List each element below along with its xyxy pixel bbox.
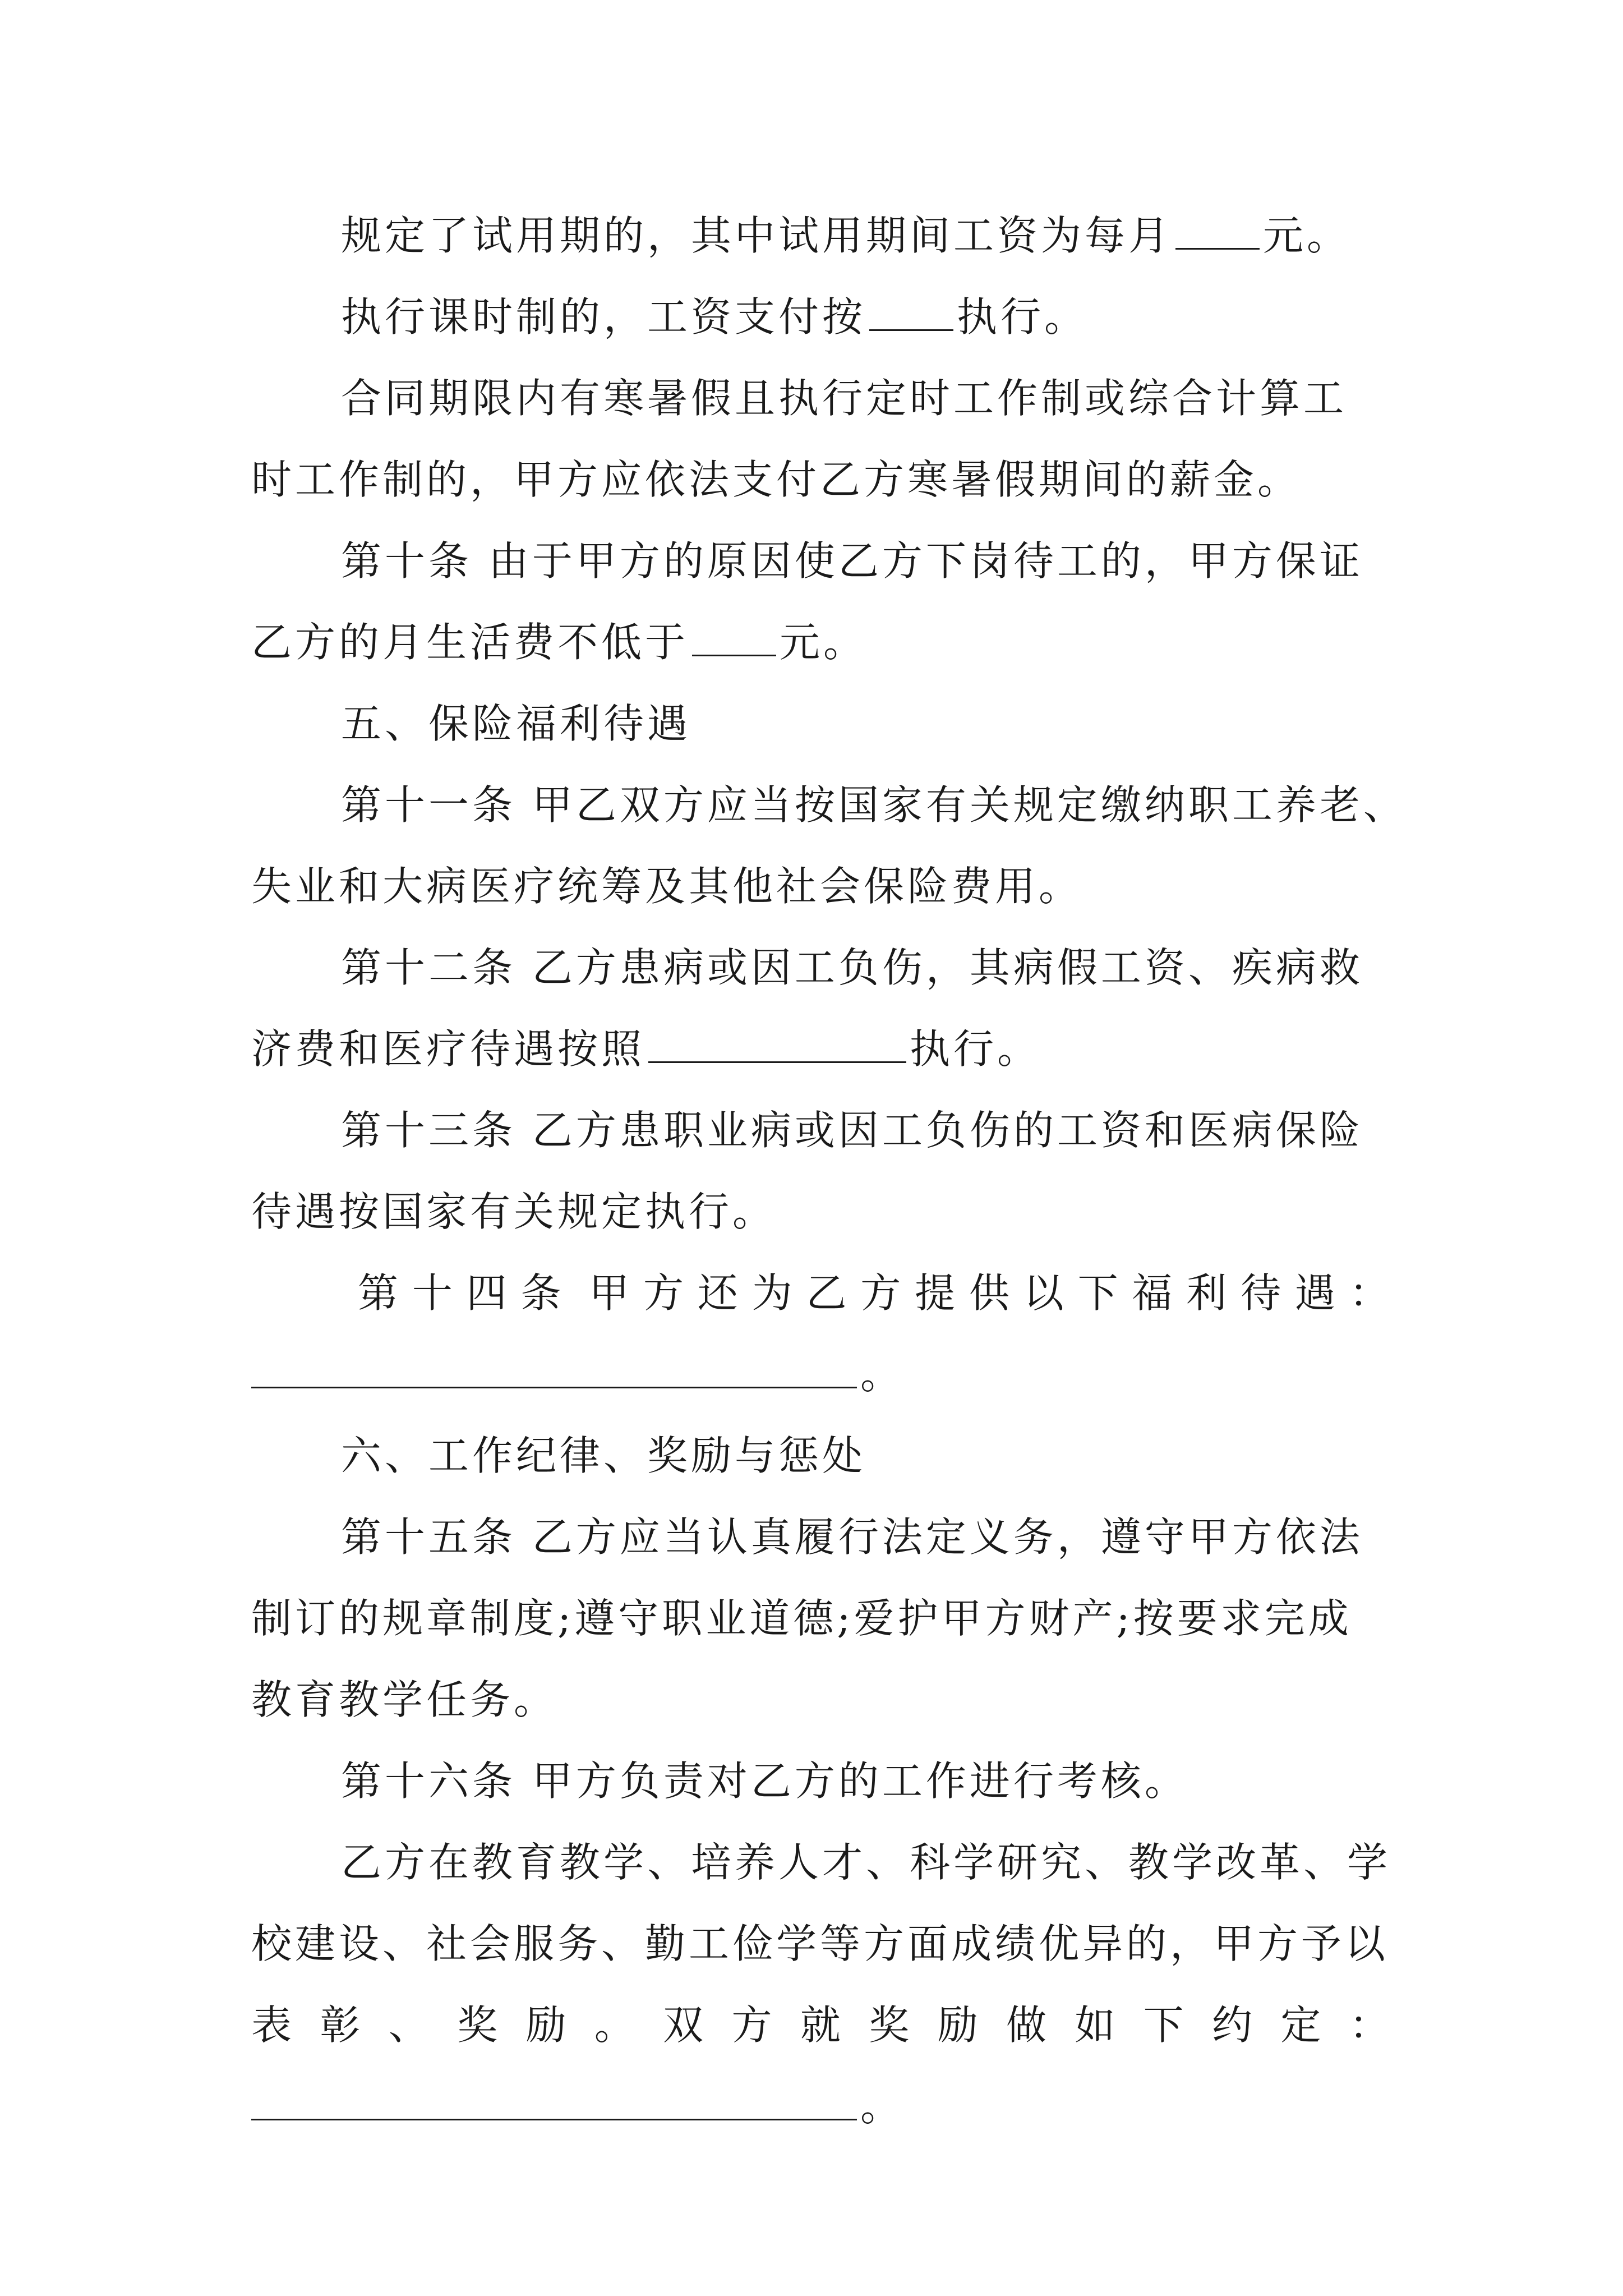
paragraph-vacation-line2: 时工作制的，甲方应依法支付乙方寒暑假期间的薪金。: [251, 456, 1302, 503]
text: 执行课时制的，工资支付按: [341, 293, 866, 341]
article-16: 第十六条 甲方负责对乙方的工作进行考核。: [341, 1757, 1188, 1805]
article-11-line2: 失业和大病医疗统筹及其他社会保险费用。: [251, 863, 1083, 910]
article-14-line2: [251, 1347, 1390, 1401]
char: 励: [525, 2001, 566, 2049]
text: 济费和医疗待遇按照: [251, 1025, 645, 1073]
char: 供: [969, 1269, 1009, 1317]
text: 元。: [780, 619, 868, 666]
char: 甲: [589, 1269, 630, 1317]
char: 下: [1143, 2001, 1184, 2049]
char: 方: [731, 2001, 772, 2049]
reward-line4: [251, 2079, 1390, 2133]
char: 遇: [1294, 1269, 1335, 1317]
char: 福: [1132, 1269, 1173, 1317]
char: 励: [937, 2001, 978, 2049]
char: 为: [751, 1269, 792, 1317]
char: 方: [643, 1269, 684, 1317]
char: ：: [1349, 2001, 1390, 2049]
char: 四: [466, 1269, 507, 1317]
paragraph-hourly-wage: [341, 290, 1390, 344]
text: 执行。: [910, 1025, 1041, 1073]
char: 方: [860, 1269, 901, 1317]
char: 利: [1186, 1269, 1227, 1317]
text: 执行。: [957, 293, 1089, 341]
article-13-line1: 第十三条 乙方患职业病或因工负伤的工资和医病保险: [341, 1107, 1363, 1154]
char: 、: [388, 2001, 429, 2049]
reward-line1: 乙方在教育教学、培养人才、科学研究、教学改革、学: [341, 1839, 1391, 1886]
char: ：: [1349, 1269, 1390, 1317]
char: 如: [1075, 2001, 1115, 2049]
char: 还: [697, 1269, 738, 1317]
char: 下: [1077, 1269, 1118, 1317]
char: 待: [1241, 1269, 1281, 1317]
blank-field[interactable]: [251, 2079, 857, 2120]
blank-field[interactable]: [251, 1347, 857, 1388]
char: 条: [520, 1269, 561, 1317]
char: 。: [594, 2001, 635, 2049]
paragraph-vacation-line1: 合同期限内有寒暑假且执行定时工作制或综合计算工: [341, 375, 1348, 422]
char: 以: [1023, 1269, 1064, 1317]
char: 彰: [320, 2001, 361, 2049]
text: 。: [860, 1351, 905, 1398]
char: 乙: [806, 1269, 847, 1317]
char: 约: [1212, 2001, 1253, 2049]
blank-field[interactable]: [869, 290, 953, 331]
section-5-heading: 五、保险福利待遇: [341, 700, 691, 747]
char: 提: [915, 1269, 956, 1317]
article-10-line1: 第十条 由于甲方的原因使乙方下岗待工的，甲方保证: [341, 537, 1363, 585]
char: 双: [663, 2001, 704, 2049]
blank-field[interactable]: [692, 615, 776, 656]
article-14-line1: [358, 1266, 1390, 1320]
article-12-line1: 第十二条 乙方患病或因工负伤，其病假工资、疾病救: [341, 944, 1363, 991]
paragraph-probation-wage: [341, 209, 1390, 263]
text: 规定了试用期的，其中试用期间工资为每月: [341, 212, 1173, 259]
section-6-heading: 六、工作纪律、奖励与惩处: [341, 1432, 866, 1479]
char: 奖: [869, 2001, 910, 2049]
article-11-line1: 第十一条 甲乙双方应当按国家有关规定缴纳职工养老、: [341, 781, 1407, 829]
char: 就: [800, 2001, 841, 2049]
text: 。: [860, 2083, 905, 2130]
char: 十: [412, 1269, 453, 1317]
article-15-line3: 教育教学任务。: [251, 1676, 558, 1723]
char: 第: [358, 1269, 399, 1317]
char: 奖: [457, 2001, 498, 2049]
char: 做: [1006, 2001, 1046, 2049]
article-15-line1: 第十五条 乙方应当认真履行法定义务，遵守甲方依法: [341, 1513, 1363, 1561]
reward-line2: 校建设、社会服务、勤工俭学等方面成绩优异的，甲方予以: [251, 1920, 1389, 1967]
article-10-line2: [251, 615, 1390, 669]
reward-line3: [251, 1998, 1390, 2052]
text: 乙方的月生活费不低于: [251, 619, 689, 666]
char: 定: [1280, 2001, 1321, 2049]
article-13-line2: 待遇按国家有关规定执行。: [251, 1188, 777, 1235]
blank-field[interactable]: [1175, 209, 1260, 250]
text: 元。: [1263, 212, 1351, 259]
article-15-line2: 制订的规章制度;遵守职业道德;爱护甲方财产;按要求完成: [251, 1595, 1352, 1642]
char: 表: [251, 2001, 292, 2049]
article-12-line2: [251, 1022, 1390, 1076]
blank-field[interactable]: [648, 1022, 906, 1063]
